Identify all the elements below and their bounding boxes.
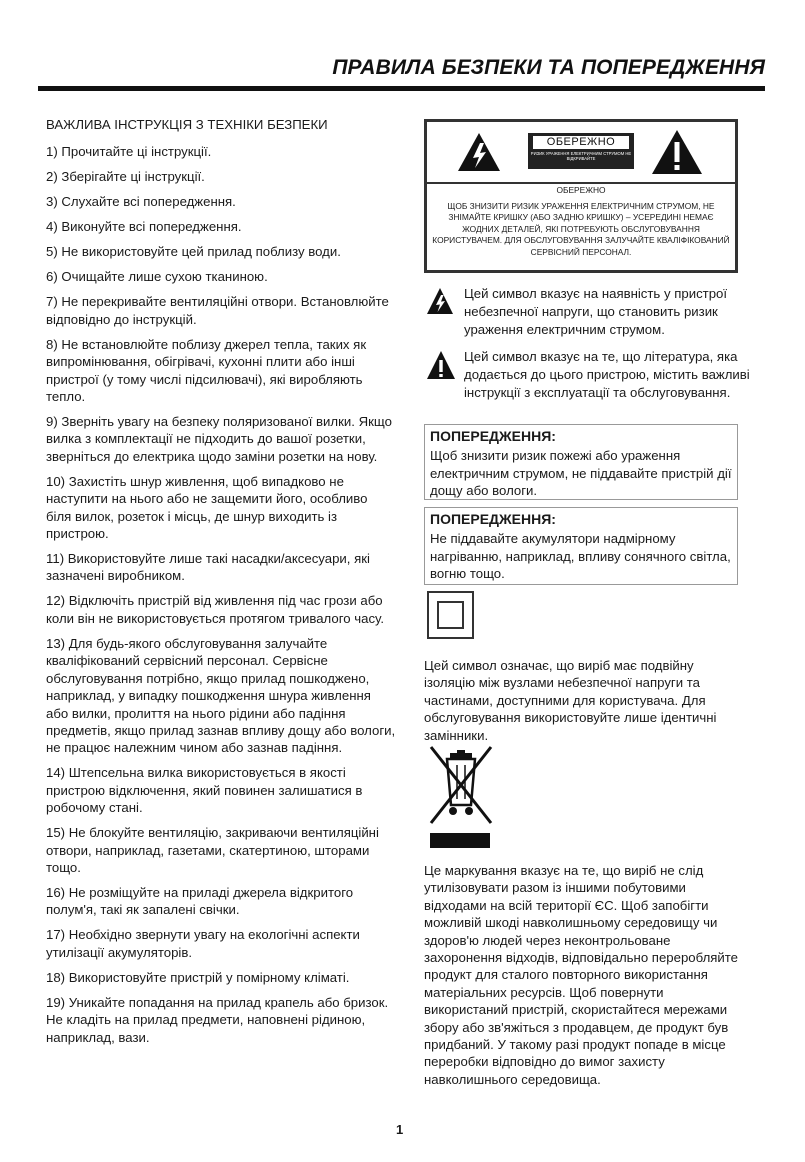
instruction-item: 10) Захистіть шнур живлення, щоб випадково не наступити на нього або не защемити його, особливо біля вилок, розеток і місць, де шнур виходить із пристрою. bbox=[46, 473, 368, 542]
instruction-item: 7) Не перекривайте вентиляційні отвори. Встановлюйте відповідно до інструкцій. bbox=[46, 294, 389, 327]
instruction-item: 13) Для будь-якого обслуговування залучайте кваліфікований сервісний персонал. Сервісне обслуговування потрібно, якщо прилад пошкоджено, наприклад, у випадку пошкодження шнура живлення або вилки, пролиття на нього рідини або падіння предметів, якщо прилад зазнав впливу дощу або вологи, не працює належним чином або зазнав падіння. bbox=[46, 635, 396, 756]
instruction-item: 2) Зберігайте ці інструкції. bbox=[46, 169, 205, 185]
instruction-item: 3) Слухайте всі попередження. bbox=[46, 194, 236, 210]
caution-label-plate bbox=[528, 133, 634, 169]
instructions-heading: ВАЖЛИВА ІНСТРУКЦІЯ З ТЕХНІКИ БЕЗПЕКИ bbox=[46, 117, 328, 132]
voltage-symbol-row bbox=[424, 285, 764, 339]
instruction-item: 9) Зверніть увагу на безпеку поляризованої вилки. Якщо вилка з комплектації не підходить до вашої розетки, зверніться до електрика щодо заміни розетки на нову. bbox=[46, 414, 392, 464]
instruction-item: 11) Використовуйте лише такі насадки/аксесуари, які зазначені виробником. bbox=[46, 551, 370, 584]
page-title: ПРАВИЛА БЕЗПЕКИ ТА ПОПЕРЕДЖЕННЯ bbox=[332, 56, 765, 79]
caution-panel-header bbox=[427, 122, 735, 184]
instruction-item: 12) Відключіть пристрій від живлення під час грози або коли він не використовується протягом тривалого часу. bbox=[46, 593, 384, 626]
instruction-item: 17) Необхідно звернути увагу на екологічні аспекти утилізації акумуляторів. bbox=[46, 927, 360, 960]
instruction-item: 5) Не використовуйте цей прилад поблизу води. bbox=[46, 244, 341, 260]
caution-label: ОБЕРЕЖНО bbox=[533, 136, 629, 149]
double-insulation-icon bbox=[427, 591, 474, 639]
caution-text: ЩОБ ЗНИЗИТИ РИЗИК УРАЖЕННЯ ЕЛЕКТРИЧНИМ СТРУМОМ, НЕ ЗНІМАЙТЕ КРИШКУ (АБО ЗАДНЮ КРИШКУ) – УСЕРЕДИНІ НЕМАЄ ЖОДНИХ ДЕТАЛЕЙ, ЯКІ ПОТРЕБУЮТЬ ОБСЛУГОВУВАННЯ КОРИСТУВАЧЕМ. ДЛЯ ОБСЛУГОВУВАННЯ ЗАЛУЧАЙТЕ КВАЛІФІКОВАНИЙ СЕРВІСНИЙ ПЕРСОНАЛ. bbox=[432, 200, 730, 257]
double-insulation-text: Цей символ означає, що виріб має подвійну ізоляцію між вузлами небезпечної напруги та частинами, доступними для користувача. Для обслуговування використовуйте лише ідентичні замінники. bbox=[424, 658, 717, 743]
warning-title: ПОПЕРЕДЖЕННЯ: bbox=[430, 428, 556, 444]
literature-symbol-text: Цей символ вказує на те, що література, яка додається до цього пристрою, містить важливі інструкції з експлуатації та обслуговування. bbox=[464, 349, 750, 400]
lightning-warning-icon bbox=[457, 132, 501, 172]
exclamation-warning-icon bbox=[651, 129, 703, 175]
warning-text: Не піддавайте акумулятори надмірному нагріванню, наприклад, впливу сонячного світла, вогню тощо. bbox=[430, 531, 731, 582]
weee-underline-bar bbox=[430, 833, 490, 848]
safety-instructions bbox=[46, 116, 396, 1054]
caution-panel bbox=[424, 119, 738, 273]
instruction-item: 1) Прочитайте ці інструкції. bbox=[46, 144, 212, 160]
instruction-item: 14) Штепсельна вилка використовується в якості пристрою відключення, який повинен залишатися в робочому стані. bbox=[46, 765, 363, 816]
instruction-item: 6) Очищайте лише сухою тканиною. bbox=[46, 269, 268, 285]
warning-box bbox=[424, 507, 738, 585]
title-rule bbox=[38, 86, 765, 91]
weee-text: Це маркування вказує на те, що виріб не слід утилізовувати разом із іншими побутовими відходами на всій території ЄС. Щоб запобігти можливій шкоді навколишньому середовищу чи здоров'ю людей через неконтрольоване захоронення відходів, відповідально переробляйте продукт для сталого повторного використання матеріальних ресурсів. Щоб повернути використаний пристрій, скористайтеся мережами збору або зв'яжіться з продавцем, де продукт був придбаний. У такому разі продукт попаде в місце переробки відповідно до вимог захисту навколишнього середовища. bbox=[424, 863, 739, 1087]
instruction-item: 18) Використовуйте пристрій у помірному кліматі. bbox=[46, 969, 350, 985]
instruction-item: 16) Не розміщуйте на приладі джерела відкритого полум'я, такі як запалені свічки. bbox=[46, 884, 354, 918]
voltage-symbol-text: Цей символ вказує на наявність у пристрої небезпечної напруги, що становить ризик ураження електричним струмом. bbox=[464, 286, 728, 337]
crossed-bin-icon bbox=[428, 743, 494, 827]
page-number: 1 bbox=[396, 1122, 404, 1137]
instruction-item: 15) Не блокуйте вентиляцію, закриваючи вентиляційні отвори, наприклад, газетами, скатертиною, шторами тощо. bbox=[46, 825, 379, 875]
caution-panel-body bbox=[431, 185, 731, 259]
caution-label-small: РИЗИК УРАЖЕННЯ ЕЛЕКТРИЧНИМ СТРУМОМ НЕ ВІДКРИВАЙТЕ bbox=[530, 151, 632, 161]
warning-box bbox=[424, 424, 738, 500]
exclamation-warning-icon bbox=[426, 350, 456, 380]
lightning-warning-icon bbox=[426, 287, 454, 315]
instruction-item: 8) Не встановлюйте поблизу джерел тепла, таких як випромінювання, обігрівачі, кухонні плити або інші пристрої (у тому числі підсилювачі), які виробляють тепло. bbox=[46, 336, 367, 405]
instruction-item: 4) Виконуйте всі попередження. bbox=[46, 219, 242, 235]
instruction-item: 19) Уникайте попадання на прилад крапель або бризок. Не кладіть на прилад предмети, наповнені рідиною, наприклад, вази. bbox=[46, 994, 389, 1045]
warning-text: Щоб знизити ризик пожежі або ураження електричним струмом, не піддавайте пристрій дії дощу або вологи. bbox=[430, 448, 732, 499]
literature-symbol-row bbox=[424, 348, 764, 420]
warning-title: ПОПЕРЕДЖЕННЯ: bbox=[430, 511, 556, 527]
caution-subtitle: ОБЕРЕЖНО bbox=[556, 185, 606, 195]
